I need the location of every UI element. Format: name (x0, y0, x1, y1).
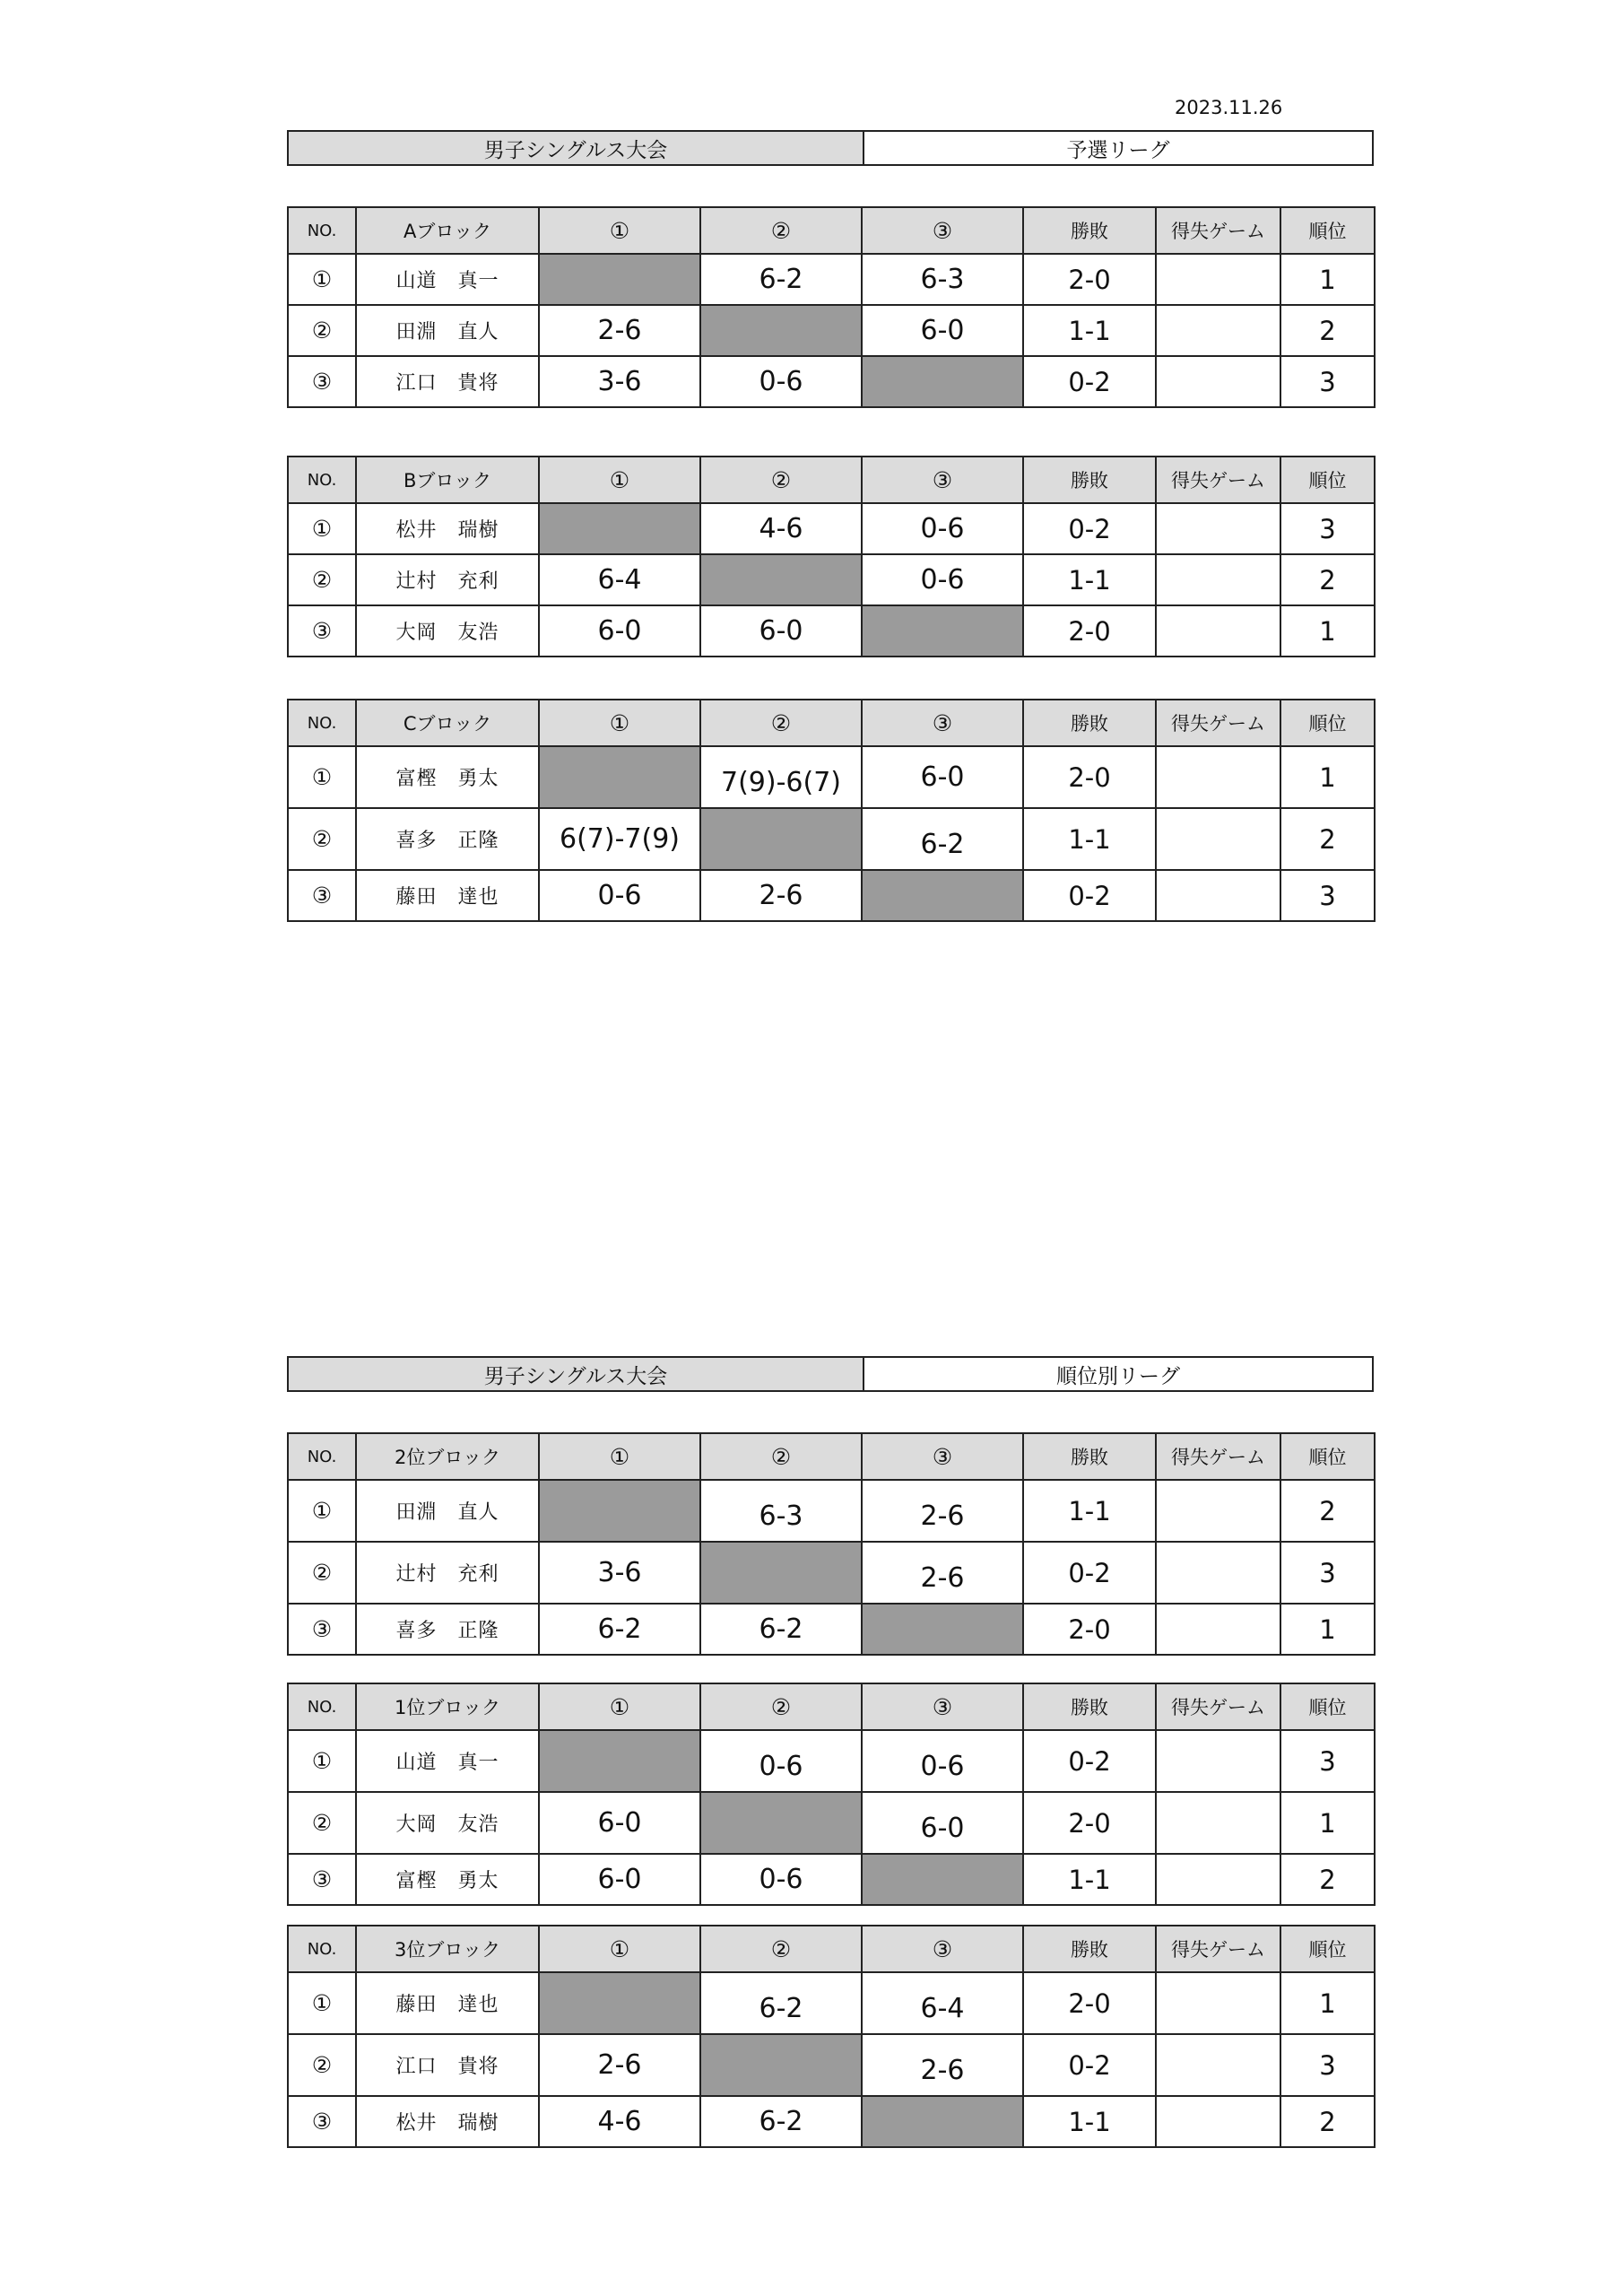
header-opponent-3: ③ (862, 1433, 1023, 1480)
self-match-cell (700, 1542, 862, 1604)
self-match-cell (862, 870, 1023, 921)
player-rank: 1 (1280, 1792, 1375, 1854)
win-loss-record: 0-2 (1023, 356, 1156, 407)
match-score: 6-0 (539, 1854, 700, 1905)
table-header-row (288, 1433, 1375, 1480)
table-row (288, 2034, 1375, 2096)
games-difference (1156, 1972, 1280, 2034)
header-rank: 順位 (1280, 1683, 1375, 1730)
table-row (288, 808, 1375, 870)
match-score: 6-0 (862, 305, 1023, 356)
player-rank: 3 (1280, 356, 1375, 407)
table-row (288, 554, 1375, 605)
header-opponent-2: ② (700, 207, 862, 254)
player-number: ② (288, 1792, 356, 1854)
player-name: 藤田 達也 (356, 870, 539, 921)
block-name: Cブロック (356, 700, 539, 746)
match-score: 0-6 (700, 1854, 862, 1905)
header-no: NO. (288, 1926, 356, 1972)
player-rank: 2 (1280, 554, 1375, 605)
win-loss-record: 2-0 (1023, 254, 1156, 305)
player-name: 喜多 正隆 (356, 1604, 539, 1655)
league-table (287, 1683, 1376, 1906)
tournament-title: 男子シングルス大会 (289, 1358, 864, 1390)
table-row (288, 746, 1375, 808)
match-score: 2-6 (539, 305, 700, 356)
player-name: 江口 貴将 (356, 2034, 539, 2096)
document-date: 2023.11.26 (1175, 97, 1283, 118)
player-name: 喜多 正隆 (356, 808, 539, 870)
games-difference (1156, 2034, 1280, 2096)
section-title-bar (287, 1356, 1374, 1392)
self-match-cell (539, 254, 700, 305)
match-score: 6-2 (539, 1604, 700, 1655)
player-rank: 3 (1280, 870, 1375, 921)
table-header-row (288, 1926, 1375, 1972)
player-number: ③ (288, 1854, 356, 1905)
games-difference (1156, 1604, 1280, 1655)
table-header-row (288, 1683, 1375, 1730)
player-number: ① (288, 746, 356, 808)
games-difference (1156, 554, 1280, 605)
player-rank: 1 (1280, 605, 1375, 657)
player-name: 藤田 達也 (356, 1972, 539, 2034)
header-rank: 順位 (1280, 457, 1375, 503)
player-name: 山道 真一 (356, 1730, 539, 1792)
player-rank: 1 (1280, 746, 1375, 808)
header-opponent-3: ③ (862, 1683, 1023, 1730)
header-rank: 順位 (1280, 1926, 1375, 1972)
match-score: 6-2 (862, 808, 1023, 870)
match-score: 6-3 (700, 1480, 862, 1542)
match-score: 6-2 (700, 1604, 862, 1655)
header-win-loss: 勝敗 (1023, 457, 1156, 503)
games-difference (1156, 1480, 1280, 1542)
player-rank: 3 (1280, 503, 1375, 554)
player-name: 田淵 直人 (356, 1480, 539, 1542)
table-row (288, 2096, 1375, 2147)
self-match-cell (700, 1792, 862, 1854)
section-title-bar (287, 130, 1374, 166)
table-row (288, 1542, 1375, 1604)
player-number: ① (288, 503, 356, 554)
block-name: 3位ブロック (356, 1926, 539, 1972)
league-table (287, 699, 1376, 922)
win-loss-record: 1-1 (1023, 808, 1156, 870)
player-name: 大岡 友浩 (356, 605, 539, 657)
header-games: 得失ゲーム (1156, 700, 1280, 746)
header-rank: 順位 (1280, 700, 1375, 746)
self-match-cell (539, 746, 700, 808)
games-difference (1156, 808, 1280, 870)
player-number: ② (288, 2034, 356, 2096)
header-games: 得失ゲーム (1156, 1433, 1280, 1480)
table-row (288, 1972, 1375, 2034)
header-win-loss: 勝敗 (1023, 1926, 1156, 1972)
win-loss-record: 2-0 (1023, 605, 1156, 657)
self-match-cell (700, 554, 862, 605)
player-rank: 1 (1280, 254, 1375, 305)
block-name: 1位ブロック (356, 1683, 539, 1730)
header-opponent-3: ③ (862, 207, 1023, 254)
match-score: 0-6 (862, 554, 1023, 605)
self-match-cell (539, 503, 700, 554)
self-match-cell (539, 1972, 700, 2034)
self-match-cell (700, 2034, 862, 2096)
header-games: 得失ゲーム (1156, 1926, 1280, 1972)
table-row (288, 870, 1375, 921)
table-row (288, 605, 1375, 657)
match-score: 2-6 (700, 870, 862, 921)
header-opponent-2: ② (700, 1683, 862, 1730)
win-loss-record: 2-0 (1023, 1972, 1156, 2034)
match-score: 6-2 (700, 1972, 862, 2034)
player-number: ① (288, 1972, 356, 2034)
player-number: ② (288, 808, 356, 870)
self-match-cell (539, 1480, 700, 1542)
win-loss-record: 0-2 (1023, 1730, 1156, 1792)
win-loss-record: 1-1 (1023, 1854, 1156, 1905)
match-score: 2-6 (862, 1542, 1023, 1604)
player-name: 田淵 直人 (356, 305, 539, 356)
match-score: 6-0 (539, 1792, 700, 1854)
player-number: ③ (288, 1604, 356, 1655)
block-name: 2位ブロック (356, 1433, 539, 1480)
win-loss-record: 2-0 (1023, 1604, 1156, 1655)
header-rank: 順位 (1280, 1433, 1375, 1480)
self-match-cell (862, 1854, 1023, 1905)
table-row (288, 503, 1375, 554)
player-name: 山道 真一 (356, 254, 539, 305)
games-difference (1156, 305, 1280, 356)
match-score: 2-6 (862, 1480, 1023, 1542)
player-number: ① (288, 1480, 356, 1542)
win-loss-record: 0-2 (1023, 1542, 1156, 1604)
player-number: ③ (288, 356, 356, 407)
player-rank: 2 (1280, 2096, 1375, 2147)
header-opponent-3: ③ (862, 1926, 1023, 1972)
games-difference (1156, 254, 1280, 305)
header-games: 得失ゲーム (1156, 1683, 1280, 1730)
player-number: ① (288, 1730, 356, 1792)
player-rank: 3 (1280, 1730, 1375, 1792)
header-win-loss: 勝敗 (1023, 700, 1156, 746)
win-loss-record: 0-2 (1023, 503, 1156, 554)
header-opponent-3: ③ (862, 700, 1023, 746)
table-row (288, 1792, 1375, 1854)
header-rank: 順位 (1280, 207, 1375, 254)
player-rank: 3 (1280, 2034, 1375, 2096)
league-table (287, 1925, 1376, 2148)
match-score: 4-6 (700, 503, 862, 554)
player-number: ③ (288, 2096, 356, 2147)
match-score: 2-6 (862, 2034, 1023, 2096)
player-rank: 1 (1280, 1604, 1375, 1655)
header-opponent-2: ② (700, 700, 862, 746)
win-loss-record: 2-0 (1023, 746, 1156, 808)
self-match-cell (862, 356, 1023, 407)
block-name: Bブロック (356, 457, 539, 503)
player-number: ③ (288, 605, 356, 657)
games-difference (1156, 1792, 1280, 1854)
player-name: 松井 瑞樹 (356, 2096, 539, 2147)
player-number: ② (288, 1542, 356, 1604)
games-difference (1156, 605, 1280, 657)
games-difference (1156, 356, 1280, 407)
header-no: NO. (288, 1683, 356, 1730)
table-row (288, 305, 1375, 356)
header-opponent-2: ② (700, 1433, 862, 1480)
games-difference (1156, 503, 1280, 554)
header-opponent-2: ② (700, 1926, 862, 1972)
match-score: 3-6 (539, 1542, 700, 1604)
header-opponent-3: ③ (862, 457, 1023, 503)
win-loss-record: 1-1 (1023, 554, 1156, 605)
games-difference (1156, 1542, 1280, 1604)
league-table (287, 456, 1376, 657)
league-table (287, 206, 1376, 408)
games-difference (1156, 2096, 1280, 2147)
games-difference (1156, 746, 1280, 808)
match-score: 3-6 (539, 356, 700, 407)
self-match-cell (862, 605, 1023, 657)
header-opponent-1: ① (539, 457, 700, 503)
table-row (288, 1604, 1375, 1655)
header-no: NO. (288, 1433, 356, 1480)
match-score: 6(7)-7(9) (539, 808, 700, 870)
league-title: 予選リーグ (1066, 138, 1170, 162)
win-loss-record: 1-1 (1023, 305, 1156, 356)
win-loss-record: 1-1 (1023, 2096, 1156, 2147)
table-row (288, 254, 1375, 305)
self-match-cell (539, 1730, 700, 1792)
table-header-row (288, 457, 1375, 503)
player-rank: 2 (1280, 1854, 1375, 1905)
player-rank: 2 (1280, 305, 1375, 356)
header-no: NO. (288, 457, 356, 503)
player-number: ② (288, 554, 356, 605)
match-score: 6-0 (862, 1792, 1023, 1854)
table-header-row (288, 207, 1375, 254)
games-difference (1156, 1854, 1280, 1905)
header-no: NO. (288, 207, 356, 254)
player-name: 富樫 勇太 (356, 1854, 539, 1905)
table-row (288, 1854, 1375, 1905)
match-score: 0-6 (539, 870, 700, 921)
match-score: 6-0 (539, 605, 700, 657)
player-number: ③ (288, 870, 356, 921)
match-score: 6-2 (700, 254, 862, 305)
win-loss-record: 1-1 (1023, 1480, 1156, 1542)
header-win-loss: 勝敗 (1023, 207, 1156, 254)
player-name: 辻村 充利 (356, 1542, 539, 1604)
header-opponent-1: ① (539, 1433, 700, 1480)
table-row (288, 1730, 1375, 1792)
match-score: 6-4 (539, 554, 700, 605)
header-win-loss: 勝敗 (1023, 1683, 1156, 1730)
player-rank: 3 (1280, 1542, 1375, 1604)
header-opponent-1: ① (539, 1926, 700, 1972)
player-number: ① (288, 254, 356, 305)
match-score: 6-2 (700, 2096, 862, 2147)
match-score: 6-0 (700, 605, 862, 657)
header-opponent-1: ① (539, 207, 700, 254)
games-difference (1156, 1730, 1280, 1792)
table-row (288, 1480, 1375, 1542)
player-name: 松井 瑞樹 (356, 503, 539, 554)
match-score: 0-6 (862, 1730, 1023, 1792)
league-table (287, 1432, 1376, 1656)
table-row (288, 356, 1375, 407)
win-loss-record: 0-2 (1023, 870, 1156, 921)
tournament-title: 男子シングルス大会 (289, 132, 864, 164)
match-score: 7(9)-6(7) (700, 746, 862, 808)
self-match-cell (700, 305, 862, 356)
match-score: 0-6 (862, 503, 1023, 554)
match-score: 6-4 (862, 1972, 1023, 2034)
self-match-cell (862, 2096, 1023, 2147)
header-opponent-2: ② (700, 457, 862, 503)
self-match-cell (700, 808, 862, 870)
win-loss-record: 0-2 (1023, 2034, 1156, 2096)
player-name: 富樫 勇太 (356, 746, 539, 808)
header-no: NO. (288, 700, 356, 746)
win-loss-record: 2-0 (1023, 1792, 1156, 1854)
league-title: 順位別リーグ (1056, 1364, 1180, 1388)
table-header-row (288, 700, 1375, 746)
match-score: 0-6 (700, 356, 862, 407)
player-name: 辻村 充利 (356, 554, 539, 605)
block-name: Aブロック (356, 207, 539, 254)
match-score: 6-3 (862, 254, 1023, 305)
player-rank: 2 (1280, 1480, 1375, 1542)
player-rank: 1 (1280, 1972, 1375, 2034)
header-win-loss: 勝敗 (1023, 1433, 1156, 1480)
match-score: 2-6 (539, 2034, 700, 2096)
match-score: 0-6 (700, 1730, 862, 1792)
player-rank: 2 (1280, 808, 1375, 870)
player-name: 大岡 友浩 (356, 1792, 539, 1854)
match-score: 6-0 (862, 746, 1023, 808)
self-match-cell (862, 1604, 1023, 1655)
header-games: 得失ゲーム (1156, 207, 1280, 254)
games-difference (1156, 870, 1280, 921)
header-games: 得失ゲーム (1156, 457, 1280, 503)
player-number: ② (288, 305, 356, 356)
header-opponent-1: ① (539, 700, 700, 746)
match-score: 4-6 (539, 2096, 700, 2147)
player-name: 江口 貴将 (356, 356, 539, 407)
header-opponent-1: ① (539, 1683, 700, 1730)
